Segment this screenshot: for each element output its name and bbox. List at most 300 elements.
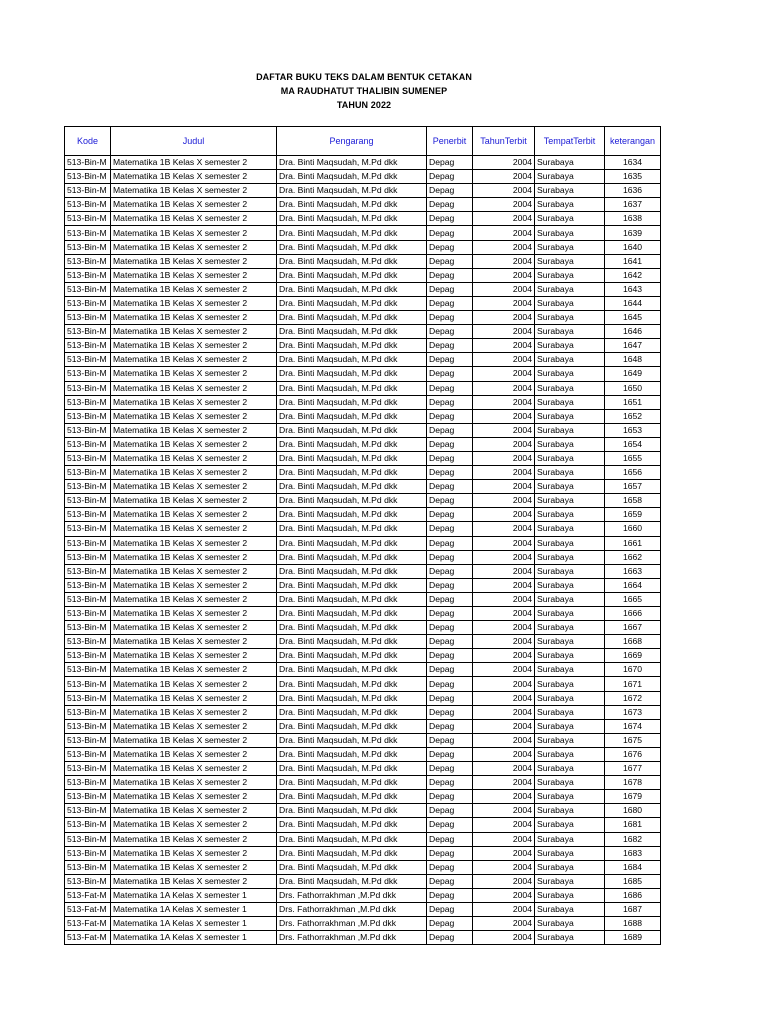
cell-tahun-terbit: 2004 (473, 762, 535, 776)
cell-tahun-terbit: 2004 (473, 663, 535, 677)
cell-judul: Matematika 1B Kelas X semester 2 (111, 296, 277, 310)
cell-tempat-terbit: Surabaya (535, 268, 605, 282)
table-row (65, 395, 661, 409)
cell-penerbit: Depag (427, 804, 473, 818)
cell-keterangan: 1680 (605, 804, 661, 818)
cell-pengarang: Dra. Binti Maqsudah, M.Pd dkk (277, 240, 427, 254)
cell-keterangan: 1683 (605, 846, 661, 860)
cell-keterangan: 1672 (605, 691, 661, 705)
cell-kode: 513-Bin-M (65, 832, 111, 846)
cell-penerbit: Depag (427, 592, 473, 606)
cell-tahun-terbit: 2004 (473, 691, 535, 705)
cell-keterangan: 1689 (605, 931, 661, 945)
cell-kode: 513-Bin-M (65, 663, 111, 677)
cell-tahun-terbit: 2004 (473, 649, 535, 663)
cell-kode: 513-Bin-M (65, 607, 111, 621)
cell-judul: Matematika 1B Kelas X semester 2 (111, 480, 277, 494)
cell-kode: 513-Bin-M (65, 156, 111, 170)
cell-tahun-terbit: 2004 (473, 621, 535, 635)
table-row (65, 888, 661, 902)
cell-tahun-terbit: 2004 (473, 367, 535, 381)
cell-keterangan: 1659 (605, 508, 661, 522)
cell-pengarang: Dra. Binti Maqsudah, M.Pd dkk (277, 762, 427, 776)
cell-tempat-terbit: Surabaya (535, 931, 605, 945)
cell-penerbit: Depag (427, 860, 473, 874)
cell-judul: Matematika 1B Kelas X semester 2 (111, 536, 277, 550)
cell-pengarang: Dra. Binti Maqsudah, M.Pd dkk (277, 536, 427, 550)
cell-keterangan: 1658 (605, 494, 661, 508)
cell-tahun-terbit: 2004 (473, 874, 535, 888)
table-row (65, 212, 661, 226)
cell-pengarang: Drs. Fathorrakhman ,M.Pd dkk (277, 888, 427, 902)
cell-kode: 513-Bin-M (65, 212, 111, 226)
cell-pengarang: Dra. Binti Maqsudah, M.Pd dkk (277, 381, 427, 395)
cell-judul: Matematika 1B Kelas X semester 2 (111, 170, 277, 184)
cell-tempat-terbit: Surabaya (535, 578, 605, 592)
cell-keterangan: 1637 (605, 198, 661, 212)
cell-kode: 513-Bin-M (65, 409, 111, 423)
cell-kode: 513-Bin-M (65, 325, 111, 339)
cell-judul: Matematika 1B Kelas X semester 2 (111, 719, 277, 733)
cell-pengarang: Dra. Binti Maqsudah, M.Pd dkk (277, 832, 427, 846)
cell-judul: Matematika 1B Kelas X semester 2 (111, 381, 277, 395)
cell-penerbit: Depag (427, 677, 473, 691)
cell-tempat-terbit: Surabaya (535, 635, 605, 649)
cell-judul: Matematika 1B Kelas X semester 2 (111, 282, 277, 296)
table-row (65, 466, 661, 480)
cell-keterangan: 1686 (605, 888, 661, 902)
cell-kode: 513-Bin-M (65, 691, 111, 705)
cell-tempat-terbit: Surabaya (535, 480, 605, 494)
cell-judul: Matematika 1B Kelas X semester 2 (111, 705, 277, 719)
cell-judul: Matematika 1B Kelas X semester 2 (111, 790, 277, 804)
cell-tahun-terbit: 2004 (473, 677, 535, 691)
cell-judul: Matematika 1B Kelas X semester 2 (111, 691, 277, 705)
cell-kode: 513-Bin-M (65, 381, 111, 395)
cell-tahun-terbit: 2004 (473, 409, 535, 423)
cell-penerbit: Depag (427, 381, 473, 395)
cell-penerbit: Depag (427, 635, 473, 649)
cell-keterangan: 1676 (605, 747, 661, 761)
cell-tempat-terbit: Surabaya (535, 733, 605, 747)
book-list-table (64, 126, 661, 945)
cell-tempat-terbit: Surabaya (535, 832, 605, 846)
cell-judul: Matematika 1B Kelas X semester 2 (111, 198, 277, 212)
table-row (65, 592, 661, 606)
cell-penerbit: Depag (427, 888, 473, 902)
cell-penerbit: Depag (427, 212, 473, 226)
cell-tempat-terbit: Surabaya (535, 860, 605, 874)
table-row (65, 677, 661, 691)
cell-tahun-terbit: 2004 (473, 437, 535, 451)
cell-penerbit: Depag (427, 451, 473, 465)
cell-tahun-terbit: 2004 (473, 395, 535, 409)
cell-tempat-terbit: Surabaya (535, 818, 605, 832)
cell-kode: 513-Bin-M (65, 635, 111, 649)
cell-penerbit: Depag (427, 733, 473, 747)
cell-tahun-terbit: 2004 (473, 902, 535, 916)
cell-pengarang: Dra. Binti Maqsudah, M.Pd dkk (277, 677, 427, 691)
cell-keterangan: 1663 (605, 564, 661, 578)
cell-tahun-terbit: 2004 (473, 325, 535, 339)
cell-tempat-terbit: Surabaya (535, 917, 605, 931)
cell-kode: 513-Bin-M (65, 508, 111, 522)
cell-keterangan: 1668 (605, 635, 661, 649)
cell-kode: 513-Fat-M (65, 888, 111, 902)
cell-penerbit: Depag (427, 564, 473, 578)
cell-penerbit: Depag (427, 790, 473, 804)
cell-penerbit: Depag (427, 607, 473, 621)
cell-judul: Matematika 1B Kelas X semester 2 (111, 747, 277, 761)
cell-pengarang: Dra. Binti Maqsudah, M.Pd dkk (277, 367, 427, 381)
cell-penerbit: Depag (427, 494, 473, 508)
cell-tahun-terbit: 2004 (473, 607, 535, 621)
table-row (65, 325, 661, 339)
cell-tempat-terbit: Surabaya (535, 296, 605, 310)
cell-kode: 513-Bin-M (65, 437, 111, 451)
cell-pengarang: Dra. Binti Maqsudah, M.Pd dkk (277, 268, 427, 282)
table-row (65, 621, 661, 635)
column-header-penerbit: Penerbit (427, 127, 473, 156)
cell-kode: 513-Bin-M (65, 705, 111, 719)
cell-keterangan: 1655 (605, 451, 661, 465)
cell-tahun-terbit: 2004 (473, 170, 535, 184)
cell-tahun-terbit: 2004 (473, 240, 535, 254)
cell-pengarang: Dra. Binti Maqsudah, M.Pd dkk (277, 296, 427, 310)
cell-penerbit: Depag (427, 917, 473, 931)
cell-judul: Matematika 1B Kelas X semester 2 (111, 451, 277, 465)
table-row (65, 635, 661, 649)
cell-pengarang: Dra. Binti Maqsudah, M.Pd dkk (277, 621, 427, 635)
cell-pengarang: Dra. Binti Maqsudah, M.Pd dkk (277, 790, 427, 804)
cell-judul: Matematika 1B Kelas X semester 2 (111, 592, 277, 606)
cell-kode: 513-Bin-M (65, 550, 111, 564)
cell-tempat-terbit: Surabaya (535, 874, 605, 888)
cell-penerbit: Depag (427, 522, 473, 536)
cell-penerbit: Depag (427, 621, 473, 635)
cell-pengarang: Dra. Binti Maqsudah, M.Pd dkk (277, 691, 427, 705)
cell-tahun-terbit: 2004 (473, 860, 535, 874)
cell-tahun-terbit: 2004 (473, 818, 535, 832)
cell-tahun-terbit: 2004 (473, 733, 535, 747)
cell-tahun-terbit: 2004 (473, 296, 535, 310)
cell-penerbit: Depag (427, 832, 473, 846)
cell-judul: Matematika 1B Kelas X semester 2 (111, 663, 277, 677)
table-row (65, 663, 661, 677)
cell-penerbit: Depag (427, 268, 473, 282)
cell-tahun-terbit: 2004 (473, 423, 535, 437)
table-row (65, 705, 661, 719)
table-row (65, 240, 661, 254)
cell-judul: Matematika 1B Kelas X semester 2 (111, 494, 277, 508)
cell-keterangan: 1667 (605, 621, 661, 635)
cell-keterangan: 1671 (605, 677, 661, 691)
cell-tempat-terbit: Surabaya (535, 762, 605, 776)
cell-penerbit: Depag (427, 170, 473, 184)
cell-tempat-terbit: Surabaya (535, 240, 605, 254)
cell-judul: Matematika 1B Kelas X semester 2 (111, 607, 277, 621)
cell-penerbit: Depag (427, 423, 473, 437)
cell-judul: Matematika 1B Kelas X semester 2 (111, 156, 277, 170)
table-row (65, 423, 661, 437)
cell-kode: 513-Bin-M (65, 874, 111, 888)
cell-judul: Matematika 1B Kelas X semester 2 (111, 508, 277, 522)
cell-judul: Matematika 1B Kelas X semester 2 (111, 818, 277, 832)
table-row (65, 649, 661, 663)
document-year: TAHUN 2022 (336, 100, 392, 110)
cell-judul: Matematika 1B Kelas X semester 2 (111, 268, 277, 282)
cell-pengarang: Dra. Binti Maqsudah, M.Pd dkk (277, 395, 427, 409)
cell-judul: Matematika 1B Kelas X semester 2 (111, 762, 277, 776)
cell-judul: Matematika 1B Kelas X semester 2 (111, 677, 277, 691)
cell-tahun-terbit: 2004 (473, 226, 535, 240)
table-row (65, 170, 661, 184)
cell-tahun-terbit: 2004 (473, 282, 535, 296)
cell-tempat-terbit: Surabaya (535, 677, 605, 691)
cell-tempat-terbit: Surabaya (535, 790, 605, 804)
cell-tempat-terbit: Surabaya (535, 156, 605, 170)
cell-tempat-terbit: Surabaya (535, 747, 605, 761)
cell-tempat-terbit: Surabaya (535, 494, 605, 508)
cell-judul: Matematika 1B Kelas X semester 2 (111, 325, 277, 339)
table-row (65, 198, 661, 212)
cell-tahun-terbit: 2004 (473, 846, 535, 860)
table-row (65, 367, 661, 381)
cell-keterangan: 1635 (605, 170, 661, 184)
cell-kode: 513-Bin-M (65, 226, 111, 240)
cell-keterangan: 1685 (605, 874, 661, 888)
cell-tahun-terbit: 2004 (473, 268, 535, 282)
cell-penerbit: Depag (427, 818, 473, 832)
cell-judul: Matematika 1B Kelas X semester 2 (111, 874, 277, 888)
cell-pengarang: Dra. Binti Maqsudah, M.Pd dkk (277, 156, 427, 170)
cell-keterangan: 1664 (605, 578, 661, 592)
cell-kode: 513-Bin-M (65, 790, 111, 804)
cell-pengarang: Dra. Binti Maqsudah, M.Pd dkk (277, 776, 427, 790)
cell-tahun-terbit: 2004 (473, 931, 535, 945)
table-row (65, 451, 661, 465)
cell-kode: 513-Bin-M (65, 860, 111, 874)
cell-pengarang: Dra. Binti Maqsudah, M.Pd dkk (277, 649, 427, 663)
cell-tempat-terbit: Surabaya (535, 254, 605, 268)
cell-pengarang: Dra. Binti Maqsudah, M.Pd dkk (277, 846, 427, 860)
cell-keterangan: 1639 (605, 226, 661, 240)
cell-kode: 513-Bin-M (65, 733, 111, 747)
cell-judul: Matematika 1B Kelas X semester 2 (111, 254, 277, 268)
cell-pengarang: Dra. Binti Maqsudah, M.Pd dkk (277, 339, 427, 353)
cell-penerbit: Depag (427, 437, 473, 451)
cell-tahun-terbit: 2004 (473, 917, 535, 931)
table-row (65, 536, 661, 550)
cell-tahun-terbit: 2004 (473, 156, 535, 170)
cell-pengarang: Dra. Binti Maqsudah, M.Pd dkk (277, 733, 427, 747)
table-row (65, 832, 661, 846)
table-row (65, 480, 661, 494)
cell-pengarang: Dra. Binti Maqsudah, M.Pd dkk (277, 451, 427, 465)
cell-keterangan: 1652 (605, 409, 661, 423)
cell-penerbit: Depag (427, 691, 473, 705)
table-row (65, 437, 661, 451)
cell-keterangan: 1643 (605, 282, 661, 296)
cell-pengarang: Dra. Binti Maqsudah, M.Pd dkk (277, 550, 427, 564)
cell-pengarang: Dra. Binti Maqsudah, M.Pd dkk (277, 466, 427, 480)
cell-keterangan: 1653 (605, 423, 661, 437)
table-row (65, 578, 661, 592)
cell-kode: 513-Bin-M (65, 719, 111, 733)
cell-pengarang: Drs. Fathorrakhman ,M.Pd dkk (277, 931, 427, 945)
cell-judul: Matematika 1B Kelas X semester 2 (111, 621, 277, 635)
cell-judul: Matematika 1B Kelas X semester 2 (111, 522, 277, 536)
cell-keterangan: 1645 (605, 311, 661, 325)
cell-tempat-terbit: Surabaya (535, 550, 605, 564)
cell-keterangan: 1674 (605, 719, 661, 733)
cell-tahun-terbit: 2004 (473, 494, 535, 508)
cell-tahun-terbit: 2004 (473, 635, 535, 649)
cell-kode: 513-Bin-M (65, 522, 111, 536)
cell-kode: 513-Bin-M (65, 494, 111, 508)
cell-keterangan: 1647 (605, 339, 661, 353)
table-row (65, 747, 661, 761)
document-title: DAFTAR BUKU TEKS DALAM BENTUK CETAKAN (256, 72, 472, 82)
cell-penerbit: Depag (427, 663, 473, 677)
cell-tempat-terbit: Surabaya (535, 339, 605, 353)
table-row (65, 254, 661, 268)
cell-penerbit: Depag (427, 931, 473, 945)
cell-tempat-terbit: Surabaya (535, 621, 605, 635)
table-row (65, 846, 661, 860)
column-header-pengarang: Pengarang (277, 127, 427, 156)
cell-kode: 513-Fat-M (65, 917, 111, 931)
cell-tahun-terbit: 2004 (473, 212, 535, 226)
cell-judul: Matematika 1B Kelas X semester 2 (111, 339, 277, 353)
cell-kode: 513-Bin-M (65, 339, 111, 353)
table-row (65, 381, 661, 395)
cell-kode: 513-Bin-M (65, 170, 111, 184)
cell-tempat-terbit: Surabaya (535, 212, 605, 226)
cell-tempat-terbit: Surabaya (535, 846, 605, 860)
cell-pengarang: Dra. Binti Maqsudah, M.Pd dkk (277, 311, 427, 325)
table-row (65, 311, 661, 325)
cell-keterangan: 1642 (605, 268, 661, 282)
cell-tahun-terbit: 2004 (473, 564, 535, 578)
cell-keterangan: 1641 (605, 254, 661, 268)
cell-kode: 513-Fat-M (65, 902, 111, 916)
cell-pengarang: Dra. Binti Maqsudah, M.Pd dkk (277, 818, 427, 832)
table-row (65, 762, 661, 776)
table-row (65, 282, 661, 296)
cell-kode: 513-Bin-M (65, 254, 111, 268)
cell-tahun-terbit: 2004 (473, 466, 535, 480)
cell-kode: 513-Bin-M (65, 198, 111, 212)
cell-judul: Matematika 1B Kelas X semester 2 (111, 367, 277, 381)
cell-tempat-terbit: Surabaya (535, 282, 605, 296)
cell-kode: 513-Bin-M (65, 311, 111, 325)
cell-kode: 513-Bin-M (65, 480, 111, 494)
column-header-keterangan: keterangan (605, 127, 661, 156)
cell-pengarang: Dra. Binti Maqsudah, M.Pd dkk (277, 578, 427, 592)
cell-pengarang: Dra. Binti Maqsudah, M.Pd dkk (277, 804, 427, 818)
cell-penerbit: Depag (427, 536, 473, 550)
cell-penerbit: Depag (427, 874, 473, 888)
cell-pengarang: Dra. Binti Maqsudah, M.Pd dkk (277, 564, 427, 578)
cell-pengarang: Dra. Binti Maqsudah, M.Pd dkk (277, 874, 427, 888)
cell-penerbit: Depag (427, 240, 473, 254)
cell-tempat-terbit: Surabaya (535, 353, 605, 367)
cell-keterangan: 1648 (605, 353, 661, 367)
cell-judul: Matematika 1B Kelas X semester 2 (111, 395, 277, 409)
cell-tempat-terbit: Surabaya (535, 607, 605, 621)
table-row (65, 409, 661, 423)
cell-kode: 513-Bin-M (65, 846, 111, 860)
cell-penerbit: Depag (427, 508, 473, 522)
cell-judul: Matematika 1B Kelas X semester 2 (111, 804, 277, 818)
cell-tempat-terbit: Surabaya (535, 649, 605, 663)
cell-judul: Matematika 1B Kelas X semester 2 (111, 437, 277, 451)
cell-kode: 513-Bin-M (65, 578, 111, 592)
cell-tempat-terbit: Surabaya (535, 663, 605, 677)
cell-kode: 513-Bin-M (65, 184, 111, 198)
cell-judul: Matematika 1B Kelas X semester 2 (111, 733, 277, 747)
table-row (65, 522, 661, 536)
cell-pengarang: Dra. Binti Maqsudah, M.Pd dkk (277, 198, 427, 212)
cell-tempat-terbit: Surabaya (535, 367, 605, 381)
cell-kode: 513-Bin-M (65, 804, 111, 818)
cell-tempat-terbit: Surabaya (535, 451, 605, 465)
cell-penerbit: Depag (427, 578, 473, 592)
cell-kode: 513-Bin-M (65, 621, 111, 635)
cell-kode: 513-Bin-M (65, 776, 111, 790)
cell-kode: 513-Bin-M (65, 296, 111, 310)
cell-tahun-terbit: 2004 (473, 311, 535, 325)
cell-keterangan: 1657 (605, 480, 661, 494)
cell-pengarang: Dra. Binti Maqsudah, M.Pd dkk (277, 522, 427, 536)
cell-penerbit: Depag (427, 466, 473, 480)
cell-kode: 513-Bin-M (65, 451, 111, 465)
cell-tempat-terbit: Surabaya (535, 198, 605, 212)
cell-pengarang: Dra. Binti Maqsudah, M.Pd dkk (277, 592, 427, 606)
cell-tahun-terbit: 2004 (473, 451, 535, 465)
cell-tahun-terbit: 2004 (473, 184, 535, 198)
table-row (65, 296, 661, 310)
column-header-kode: Kode (65, 127, 111, 156)
table-row (65, 860, 661, 874)
cell-judul: Matematika 1B Kelas X semester 2 (111, 240, 277, 254)
column-header-tahun-terbit: TahunTerbit (473, 127, 535, 156)
cell-judul: Matematika 1B Kelas X semester 2 (111, 212, 277, 226)
cell-pengarang: Dra. Binti Maqsudah, M.Pd dkk (277, 663, 427, 677)
cell-kode: 513-Bin-M (65, 353, 111, 367)
cell-kode: 513-Bin-M (65, 818, 111, 832)
cell-tempat-terbit: Surabaya (535, 409, 605, 423)
table-row (65, 268, 661, 282)
cell-keterangan: 1665 (605, 592, 661, 606)
table-row (65, 691, 661, 705)
cell-judul: Matematika 1B Kelas X semester 2 (111, 860, 277, 874)
cell-tempat-terbit: Surabaya (535, 522, 605, 536)
cell-pengarang: Dra. Binti Maqsudah, M.Pd dkk (277, 254, 427, 268)
cell-tempat-terbit: Surabaya (535, 311, 605, 325)
cell-judul: Matematika 1B Kelas X semester 2 (111, 466, 277, 480)
cell-tahun-terbit: 2004 (473, 522, 535, 536)
cell-kode: 513-Bin-M (65, 592, 111, 606)
cell-judul: Matematika 1B Kelas X semester 2 (111, 423, 277, 437)
cell-keterangan: 1682 (605, 832, 661, 846)
table-row (65, 508, 661, 522)
cell-penerbit: Depag (427, 198, 473, 212)
cell-penerbit: Depag (427, 395, 473, 409)
cell-penerbit: Depag (427, 353, 473, 367)
cell-judul: Matematika 1B Kelas X semester 2 (111, 550, 277, 564)
